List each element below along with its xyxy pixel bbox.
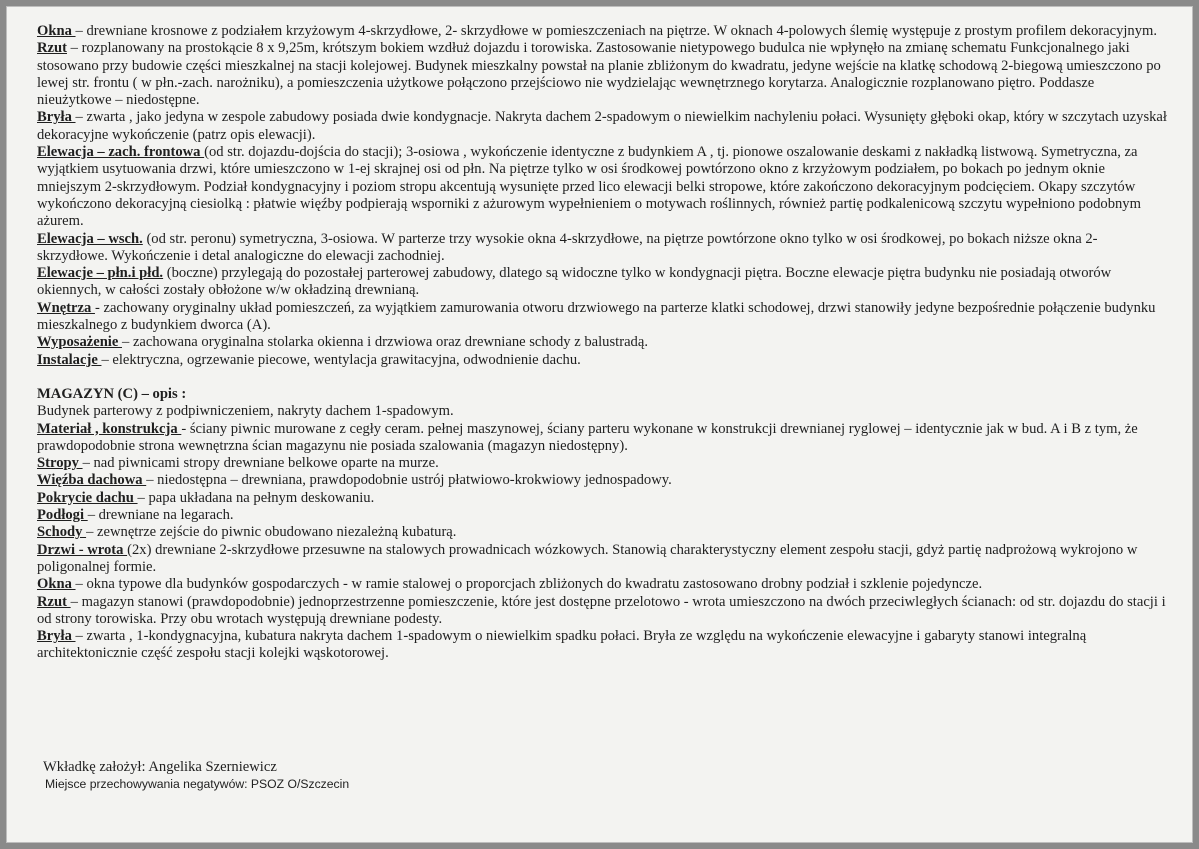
paragraph-term: Okna xyxy=(37,23,76,39)
paragraph-text: – zwarta , 1-kondygnacyjna, kubatura nakryta dachem 1-spadowym o niewielkim spadku połaci. Bryła ze względu na wykończenie elewacyjne i gabaryty stanowi integralną architektonicznie część zespołu stacji kolejki wąskotorowej. xyxy=(37,628,1087,662)
paragraph-term: Elewacja – wsch. xyxy=(37,230,143,247)
building-description xyxy=(37,23,1167,369)
paragraph-text: – zachowana oryginalna stolarka okienna i drzwiowa oraz drewniane schody z balustradą. xyxy=(122,334,648,351)
description-paragraph xyxy=(37,542,1167,577)
document-sheet xyxy=(6,6,1193,843)
paragraph-term: Bryła xyxy=(37,628,76,645)
section-gap xyxy=(37,369,1167,386)
paragraph-text: (od str. dojazdu-dojścia do stacji); 3-osiowa , wykończenie identyczne z budynkiem A , tj. pionowe oszalowanie deskami z nakładką listwową. Symetryczna, za wyjątkiem usytuowania drzwi, które umieszczono w 1-ej skrajnej osi od płn. Na piętrze tylko w osi środkowej powtórzono okno z krzyżowym podziałem, po bokach po jednym oknie mniejszym 2-skrzydłowym. Podział kondygnacyjny i poziom stropu akcentują wysunięte przed lico elewacji belki stropowe, które zakończono dekoracyjnym podcięciem. Okapy szczytów wykończono dekoracyjną ciesiolką : płatwie więźby podpierają wsporniki z ażurowym wypełnieniem o motywach roślinnych, również partię podkalenicową szczytu wypełniono podobnym ażurem. xyxy=(37,144,1141,230)
paragraph-term: Elewacje – płn.i płd. xyxy=(37,265,164,282)
description-paragraph xyxy=(37,594,1167,629)
description-paragraph xyxy=(37,40,1167,109)
paragraph-term: Rzut xyxy=(37,40,67,57)
description-paragraph xyxy=(37,265,1167,300)
paragraph-term: Schody xyxy=(37,524,87,541)
paragraph-text: (2x) drewniane 2-skrzydłowe przesuwne na stalowych prowadnicach wózkowych. Stanowią charakterystyczny element zespołu stacji, gdyż partię nadprożową wykrojono w poligonalnej formie. xyxy=(37,541,1138,575)
paragraph-term: Wnętrza xyxy=(37,299,95,316)
description-paragraph xyxy=(37,231,1167,266)
paragraph-text: - zachowany oryginalny układ pomieszczeń, za wyjątkiem zamurowania otworu drzwiowego na parterze klatki schodowej, drzwi stanowiły jedyne bezpośrednie połączenie budynku mieszkalnego z budynkiem dworca (A). xyxy=(37,299,1156,334)
paragraph-text: – zwarta , jako jedyna w zespole zabudowy posiada dwie kondygnacje. Nakryta dachem 2-spadowym o niewielkim nachyleniu połaci. Wysunięty głęboki okap, który w szczytach uzyskał dekoracyjne wykończenie (patrz opis elewacji). xyxy=(37,109,1167,143)
description-paragraph xyxy=(37,421,1167,456)
description-paragraph xyxy=(37,109,1167,144)
paragraph-text: – magazyn stanowi (prawdopodobnie) jednoprzestrzenne pomieszczenie, które jest dostępne przelotowo - wrota umieszczono na dwóch przeciwległych ścianach: od str. dojazdu do stacji i od strony torowiska. Przy obu wrotach występują drewniane podesty. xyxy=(37,593,1166,627)
description-paragraph xyxy=(37,352,1167,369)
description-paragraph xyxy=(37,524,1167,541)
paragraph-term: Drzwi - wrota xyxy=(37,541,128,558)
magazyn-intro: Budynek parterowy z podpiwniczeniem, nakryty dachem 1-spadowym. xyxy=(37,403,454,420)
document-body xyxy=(37,23,1167,663)
paragraph-term: Rzut xyxy=(37,593,71,610)
paragraph-text: – okna typowe dla budynków gospodarczych - w ramie stalowej o proporcjach zbliżonych do kwadratu zastosowano drobny podział i szklenie pojedyncze. xyxy=(75,576,983,593)
negatives-line: Miejsce przechowywania negatywów: PSOZ O/Szczecin xyxy=(45,777,350,791)
description-paragraph xyxy=(37,628,1167,663)
paragraph-text: – drewniane krosnowe z podziałem krzyżowym 4-skrzydłowe, 2- skrzydłowe w pomieszczeniach na piętrze. W oknach 4-polowych ślemię występuje z prostym profilem dekoracyjnym. xyxy=(75,23,1158,39)
paragraph-text: – zewnętrze zejście do piwnic obudowano niezależną kubaturą. xyxy=(86,524,457,541)
description-paragraph xyxy=(37,507,1167,524)
paragraph-term: Bryła xyxy=(37,109,76,126)
description-paragraph xyxy=(37,576,1167,593)
description-paragraph xyxy=(37,144,1167,230)
paragraph-text: - ściany piwnic murowane z cegły ceram. pełnej maszynowej, ściany parteru wykonane w konstrukcji drewnianej ryglowej – identycznie jak w bud. A i B z tym, że prawdopodobnie strona wewnętrzna ścian magazynu nie posiada szalowania (magazyn niedostępny). xyxy=(37,420,1138,454)
paragraph-term: Materiał , konstrukcja xyxy=(37,420,182,437)
paragraph-term: Podłogi xyxy=(37,507,88,524)
description-paragraph xyxy=(37,334,1167,351)
paragraph-term: Pokrycie dachu xyxy=(37,489,138,506)
author-line: Wkładkę założył: Angelika Szerniewicz xyxy=(43,759,277,775)
paragraph-text: – rozplanowany na prostokącie 8 x 9,25m, krótszym bokiem wzdłuż dojazdu i torowiska. Zastosowanie nietypowego budulca nie wpłynęło na zmianę schematu Funkcjonalnego jaki stosowano przy budowie części mieszkalnej na stacji kolejowej. Budynek mieszkalny powstał na planie zbliżonym do kwadratu, jedyne wejście na klatkę schodową 2-biegową umieszczono po lewej str. frontu ( w płn.-zach. narożniku), a pomieszczenia użytkowe połączono przejściowo nie wydzielając wewnętrznego korytarza. Analogicznie rozplanowano piętro. Poddasze nieużytkowe – niedostępne. xyxy=(37,40,1161,109)
paragraph-text: – elektryczna, ogrzewanie piecowe, wentylacja grawitacyjna, odwodnienie dachu. xyxy=(101,351,581,368)
magazyn-description xyxy=(37,421,1167,663)
paragraph-term: Okna xyxy=(37,576,76,593)
description-paragraph xyxy=(37,472,1167,489)
description-paragraph xyxy=(37,23,1167,40)
paragraph-text: – drewniane na legarach. xyxy=(87,507,234,524)
paragraph-term: Instalacje xyxy=(37,351,102,368)
paragraph-text: – papa układana na pełnym deskowaniu. xyxy=(137,489,375,506)
description-paragraph xyxy=(37,300,1167,335)
paragraph-text: – nad piwnicami stropy drewniane belkowe oparte na murze. xyxy=(82,455,439,472)
paragraph-term: Elewacja – zach. frontowa xyxy=(37,144,205,161)
paragraph-term: Stropy xyxy=(37,455,83,472)
description-paragraph xyxy=(37,455,1167,472)
description-paragraph xyxy=(37,490,1167,507)
paragraph-text: – niedostępna – drewniana, prawdopodobnie ustrój płatwiowo-krokwiowy jednospadowy. xyxy=(146,472,672,489)
paragraph-text: (od str. peronu) symetryczna, 3-osiowa. W parterze trzy wysokie okna 4-skrzydłowe, na piętrze powtórzone okno tylko w osi środkowej, po bokach niższe okna 2-skrzydłowe. Wykończenie i detal analogiczne do elewacji zachodniej. xyxy=(37,230,1098,264)
paragraph-term: Wyposażenie xyxy=(37,334,122,351)
magazyn-title: MAGAZYN (C) – opis : xyxy=(37,385,187,402)
paragraph-term: Więźba dachowa xyxy=(37,472,147,489)
paragraph-text: (boczne) przylegają do pozostałej parterowej zabudowy, dlatego są widoczne tylko w kondygnacji piętra. Boczne elewacje piętra budynku nie posiadają otworów okiennych, w całości zostały obłożone w/w okładziną drewnianą. xyxy=(37,265,1112,299)
